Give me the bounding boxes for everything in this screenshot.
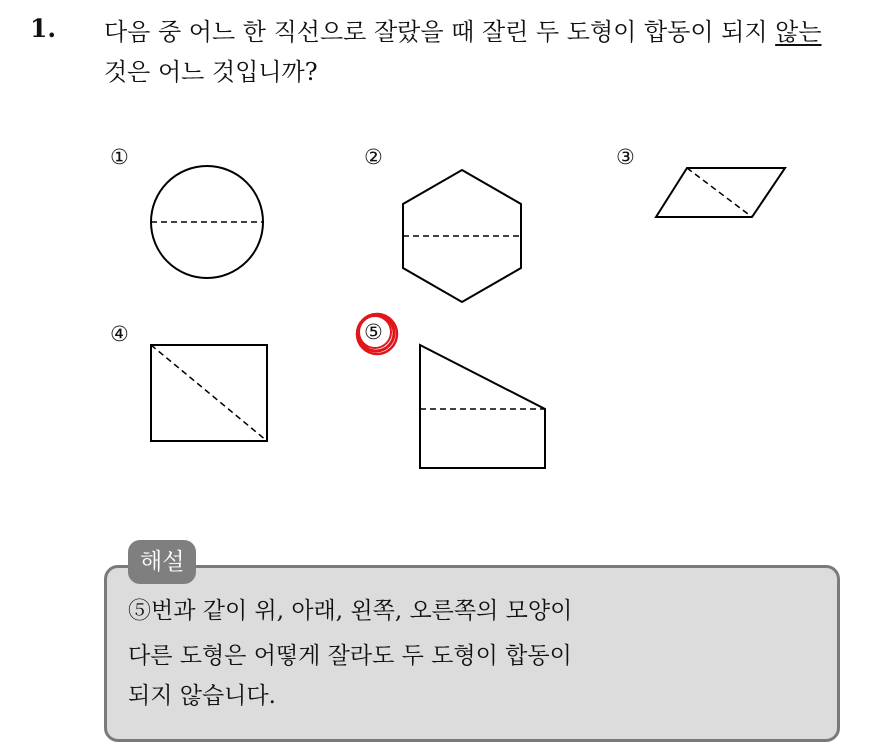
- question-text-prefix: 다음 중 어느 한 직선으로 잘랐을 때 잘린 두 도형이 합동이 되지: [104, 18, 776, 46]
- option-4-label: ④: [110, 322, 129, 346]
- option-1-label: ①: [110, 145, 129, 169]
- option-5-trapezoid-figure[interactable]: [420, 345, 545, 468]
- explanation-line-1: ⑤번과 같이 위, 아래, 왼쪽, 오른쪽의 모양이: [128, 598, 573, 624]
- explanation-line-2: 다른 도형은 어떻게 잘라도 두 도형이 합동이: [128, 643, 572, 669]
- explanation-tag: 해설: [128, 540, 196, 584]
- option-3-parallelogram-figure[interactable]: [656, 168, 785, 217]
- option-5-label: ⑤: [364, 320, 383, 344]
- question-text-line-2: 것은 어느 것입니까?: [104, 58, 318, 86]
- explanation-line-3: 되지 않습니다.: [128, 683, 276, 709]
- option-2-hexagon-figure[interactable]: [403, 170, 521, 302]
- option-3-label: ③: [616, 145, 635, 169]
- option-4-square-figure[interactable]: [151, 345, 267, 441]
- question-underlined-word: 않는: [775, 18, 822, 46]
- option-2-label: ②: [364, 145, 383, 169]
- question-number: 1.: [30, 14, 57, 43]
- option-1-circle-figure[interactable]: [151, 166, 263, 278]
